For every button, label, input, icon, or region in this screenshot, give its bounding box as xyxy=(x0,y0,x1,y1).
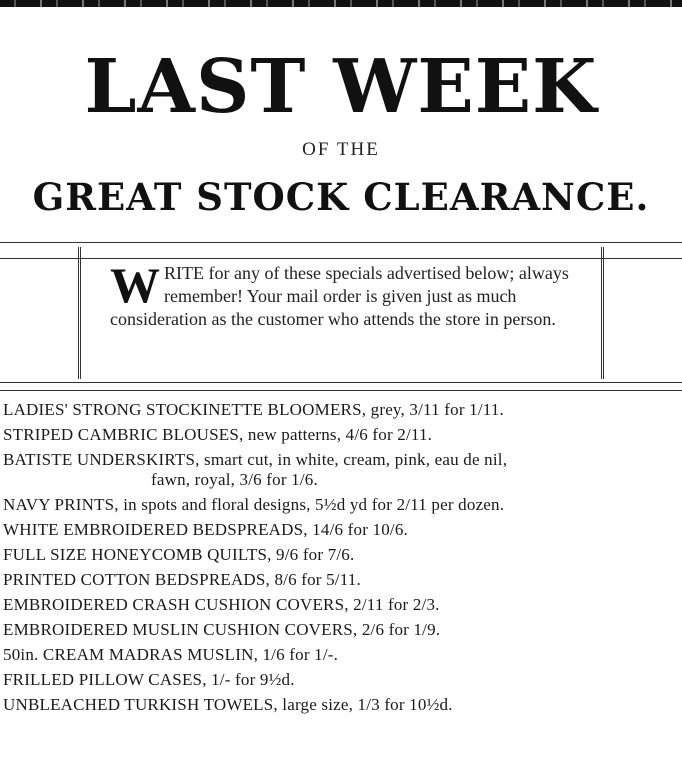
list-item xyxy=(3,450,682,490)
item-text: WHITE EMBROIDERED BEDSPREADS, 14/6 for 10/6. xyxy=(3,520,408,539)
headline: LAST WEEK xyxy=(84,44,598,130)
sale-title: GREAT STOCK CLEARANCE. xyxy=(32,175,650,219)
item-text: UNBLEACHED TURKISH TOWELS, large size, 1/3 for 10½d. xyxy=(3,695,453,714)
list-item xyxy=(3,520,682,540)
list-item xyxy=(3,570,682,590)
item-text: FULL SIZE HONEYCOMB QUILTS, 9/6 for 7/6. xyxy=(3,545,355,564)
list-item xyxy=(3,670,682,690)
list-item xyxy=(3,495,682,515)
item-text: BATISTE UNDERSKIRTS, smart cut, in white, cream, pink, eau de nil, xyxy=(3,450,508,469)
item-text: EMBROIDERED MUSLIN CUSHION COVERS, 2/6 for 1/9. xyxy=(3,620,441,639)
item-text: PRINTED COTTON BEDSPREADS, 8/6 for 5/11. xyxy=(3,570,361,589)
item-text: LADIES' STRONG STOCKINETTE BLOOMERS, grey, 3/11 for 1/11. xyxy=(3,400,504,419)
top-border-rule xyxy=(0,0,682,7)
drop-cap: W xyxy=(110,257,160,313)
item-text: FRILLED PILLOW CASES, 1/- for 9½d. xyxy=(3,670,295,689)
list-item xyxy=(3,595,682,615)
divider-rule xyxy=(0,390,682,391)
list-item xyxy=(3,425,682,445)
mail-order-notice xyxy=(110,257,578,331)
notice-body: RITE for any of these specials advertised below; always remember! Your mail order is given just as much consideration as the customer who attends the store in person. xyxy=(110,263,569,329)
list-item xyxy=(3,400,682,420)
list-item xyxy=(3,545,682,565)
item-text: NAVY PRINTS, in spots and floral designs, 5½d yd for 2/11 per dozen. xyxy=(3,495,505,514)
item-text: EMBROIDERED CRASH CUSHION COVERS, 2/11 for 2/3. xyxy=(3,595,440,614)
item-continuation: fawn, royal, 3/6 for 1/6. xyxy=(151,470,318,489)
item-text: 50in. CREAM MADRAS MUSLIN, 1/6 for 1/-. xyxy=(3,645,339,664)
subheadline: OF THE xyxy=(302,139,380,160)
divider-rule xyxy=(0,382,682,383)
divider-rule xyxy=(0,242,682,243)
list-item xyxy=(3,645,682,665)
list-item xyxy=(3,695,682,715)
item-text: STRIPED CAMBRIC BLOUSES, new patterns, 4/6 for 2/11. xyxy=(3,425,433,444)
list-item xyxy=(3,620,682,640)
sale-items-list xyxy=(3,400,682,720)
